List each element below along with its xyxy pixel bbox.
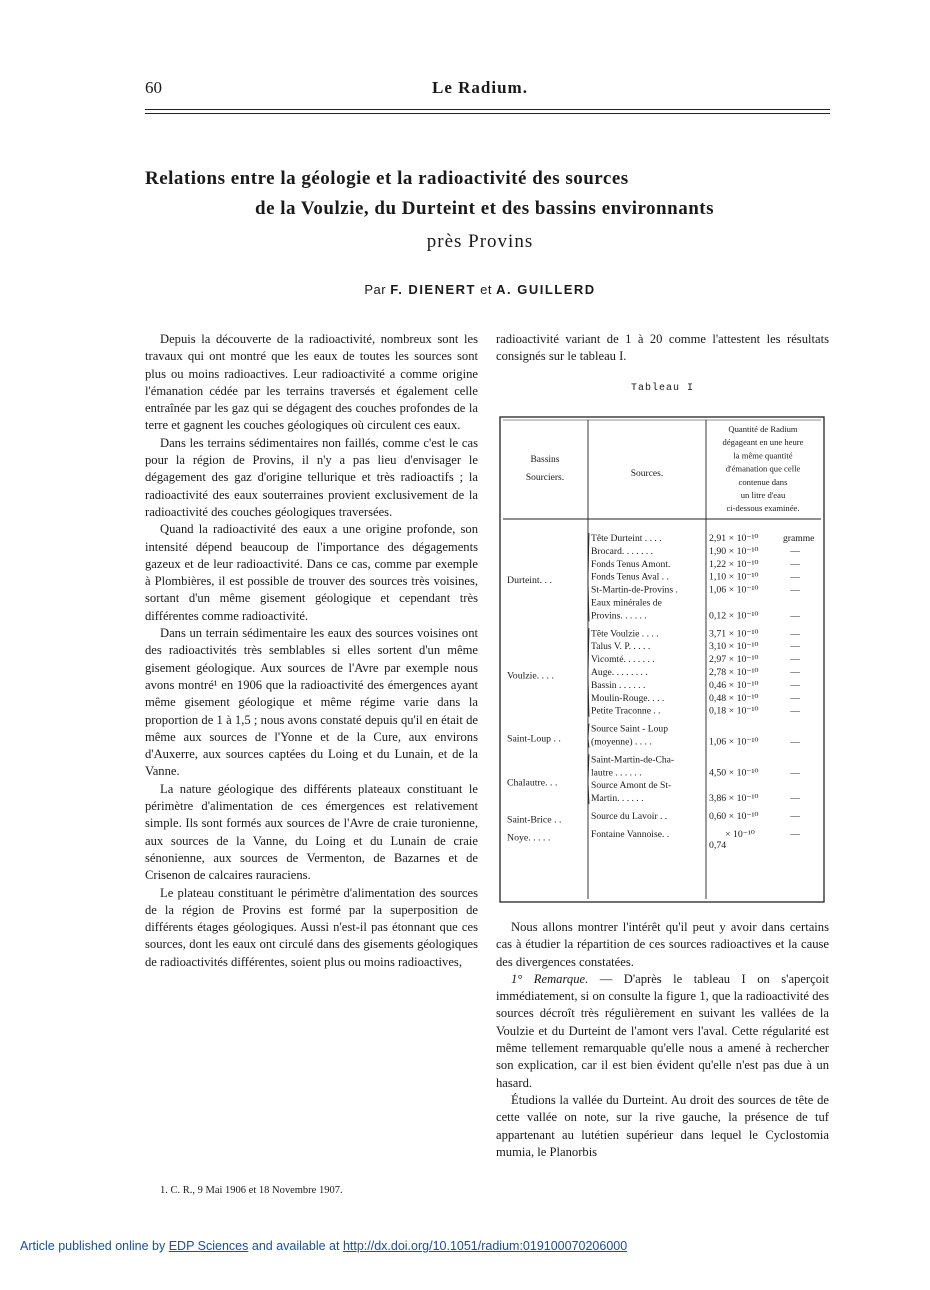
head-basin-2: Sourciers. (525, 473, 565, 483)
basin-label: Noye. . . . . (507, 832, 551, 844)
paragraph-body: — D'après le tableau I on s'aperçoit immédiatement, si on consulte la figure 1, que la radioactivité des sources décroît très régulièrement en suivant les vallées de la Voulzie et du Durteint de l'amont vers l'aval. Cette régularité est même tellement remarquable qu'elle nous a amené à rechercher son explication, car il est bien évident qu'elle n'est pas due à un hasard. (496, 971, 830, 1090)
radium-value: 4,50 × 10⁻¹⁰ (709, 767, 759, 779)
source-name: Eaux minérales de (591, 597, 662, 609)
source-name: lautre . . . . . . (591, 767, 642, 779)
ditto-mark: — (790, 610, 800, 622)
basin-label: Saint-Loup . . (507, 733, 561, 745)
ditto-mark: — (790, 571, 800, 583)
ditto-mark: — (790, 679, 800, 691)
source-name: Tête Voulzie . . . . (591, 628, 659, 640)
paragraph (496, 971, 829, 1092)
radium-value: 2,91 × 10⁻¹⁰ (709, 533, 759, 544)
ditto-mark: — (790, 667, 800, 678)
radium-value: 0,18 × 10⁻¹⁰ (709, 705, 759, 717)
source-name: Source Amont de St- (591, 780, 672, 792)
ditto-mark: — (790, 584, 800, 596)
paragraph: Quand la radioactivité des eaux a une origine profonde, son intensité dépend beaucoup de l'importance des dégagements gazeux et de leur radioactivité. Dans ce cas, comme par exemple à Plombières, il est possible de trouver des sources très voisines, sortant d'un même gisement géologique et cependant très différentes comme radioactivité. (145, 522, 478, 623)
radium-value: 1,06 × 10⁻¹⁰ (709, 736, 759, 748)
ditto-mark: — (790, 793, 800, 805)
footnote: 1. C. R., 9 Mai 1906 et 18 Novembre 1907. (160, 1185, 343, 1196)
paragraph: radioactivité variant de 1 à 20 comme l'attestent les résultats consignés sur le tableau I. (496, 332, 829, 364)
ditto-mark: — (790, 641, 800, 653)
radium-value: 2,78 × 10⁻¹⁰ (709, 667, 759, 678)
paragraph: La nature géologique des différents plateaux constituant le périmètre d'alimentation de ces émergences est relativement simple. Ils sont formés aux sources de l'Avre de craie turonienne, aux sources de la Vanne, du Loing et du Lunain de craie sénonienne, aux sources de Vermenton, de Bazarnes et de Crisenon de calcaires rauraciens. (145, 781, 478, 883)
radium-value: 0,74 (709, 839, 727, 851)
paragraph: Étudions la vallée du Durteint. Au droit des sources de tête de cette vallée on note, sur la rive gauche, la présence de tuf appartenant au lutétien supérieur dans lequel le Cyclostomia mumia, le Planorbis (496, 1092, 829, 1159)
ditto-mark: — (790, 811, 800, 822)
author-1: F. DIENERT (390, 282, 476, 297)
publisher-footer (20, 1239, 627, 1253)
authors-joiner: et (480, 282, 492, 297)
paragraph: Nous allons montrer l'intérêt qu'il peut y avoir dans certains cas à étudier la répartition de ces sources radioactives et la cause des divergences constatées. (496, 920, 829, 969)
table-caption: Tableau I (630, 383, 694, 394)
source-name: Petite Traconne . . (591, 705, 661, 717)
radium-value: 1,10 × 10⁻¹⁰ (709, 571, 759, 583)
source-name: (moyenne) . . . . (591, 736, 652, 748)
left-column (145, 331, 478, 971)
radium-value: 3,86 × 10⁻¹⁰ (709, 793, 759, 805)
radium-value: 0,46 × 10⁻¹⁰ (709, 679, 759, 691)
radium-value: × 10⁻¹⁰ (725, 828, 755, 840)
source-name: Fontaine Vannoise. . (591, 828, 670, 840)
head-quantity-line: la même quantité (733, 450, 793, 461)
head-quantity-line: contenue dans (738, 476, 788, 487)
ditto-mark: — (790, 705, 800, 717)
header-rule-bottom (145, 113, 830, 114)
doi-link[interactable]: http://dx.doi.org/10.1051/radium:019100070206000 (342, 1239, 628, 1253)
author-2: A. GUILLERD (496, 282, 596, 297)
source-name: Source Saint - Loup (591, 723, 669, 735)
source-name: Moulin-Rouge. . . . (591, 692, 665, 704)
radium-value: 0,12 × 10⁻¹⁰ (709, 610, 759, 622)
head-source: Sources. (630, 469, 664, 479)
source-name: Brocard. . . . . . . (591, 545, 654, 557)
head-quantity-line: d'émanation que celle (725, 463, 801, 474)
footer-middle: and available at (251, 1239, 340, 1253)
head-quantity-line: ci-dessous examinée. (726, 503, 800, 514)
table-1 (499, 416, 825, 903)
radium-value: 1,06 × 10⁻¹⁰ (709, 584, 759, 596)
source-name: Source du Lavoir . . (591, 811, 668, 822)
basin-label: Chalautre. . . (507, 777, 558, 789)
source-name: Martin. . . . . . (591, 793, 644, 805)
head-quantity-line: Quantité de Radium (728, 424, 798, 434)
ditto-mark: — (790, 736, 800, 748)
footer-prefix: Article published online by (20, 1239, 166, 1253)
ditto-mark: — (790, 545, 800, 557)
ditto-mark: — (790, 692, 800, 704)
radium-value: 1,90 × 10⁻¹⁰ (709, 545, 759, 557)
paragraph: Dans les terrains sédimentaires non faillés, comme c'est le cas pour la région de Provins, il n'y a pas lieu d'envisager le dégagement des gaz d'origine tellurique et très radioactifs ; la radioactivité des eaux souterraines provient exclusivement de la radioactivité des couches géologiques traversées. (145, 435, 478, 519)
paragraph: Dans un terrain sédimentaire les eaux des sources voisines ont des radioactivités très semblables si elles sortent d'un même gisement géologique. Aux sources de l'Avre par exemple nous avons montré¹ en 1906 que la radioactivité des émergences ayant même gisement géologique et même régime varie dans la proportion de 1 à 1,5 ; nous avons constaté depuis qu'il en était de même aux sources de l'Yonne et de la Cure, aux environs d'Auxerre, aux sources captées du Loing et du Lunain, et de la Vanne. (145, 626, 478, 779)
head-quantity-line: dégageant en une heure (722, 437, 804, 448)
source-name: Fonds Tenus Amont. (591, 558, 671, 570)
publisher-link[interactable]: EDP Sciences (168, 1239, 249, 1253)
radium-value: 3,71 × 10⁻¹⁰ (709, 628, 759, 640)
basin-label: Durteint. . . (507, 575, 552, 587)
source-name: Bassin . . . . . . (591, 679, 646, 691)
running-title: Le Radium. (432, 78, 528, 97)
basin-label: Saint-Brice . . (507, 814, 562, 826)
radium-value: 2,97 × 10⁻¹⁰ (709, 654, 759, 666)
header-rule-top (145, 109, 830, 110)
right-column-bottom (496, 919, 829, 1161)
article-title-line-2: de la Voulzie, du Durteint et des bassins environnants (255, 198, 714, 219)
unit-label: gramme (783, 533, 815, 544)
authors-prefix: Par (364, 282, 387, 297)
head-basin-1: Bassins (530, 455, 560, 465)
radium-value: 0,48 × 10⁻¹⁰ (709, 692, 759, 704)
radium-value: 1,22 × 10⁻¹⁰ (709, 558, 759, 570)
page-number: 60 (145, 78, 162, 97)
ditto-mark: — (790, 828, 800, 840)
authors-line (0, 282, 930, 297)
source-name: Provins. . . . . . (591, 610, 647, 622)
source-name: St-Martin-de-Provins . (591, 584, 678, 596)
source-name: Talus V. P. . . . . (591, 641, 651, 653)
head-quantity-line: un litre d'eau (740, 490, 786, 500)
source-name: Saint-Martin-de-Cha- (591, 754, 675, 766)
paragraph: Le plateau constituant le périmètre d'alimentation des sources de la région de Provins est formé par la superposition de différents étages géologiques. Aussi n'est-il pas étonnant que ces sources, dont les eaux ont circulé dans des gisements géologiques de radioactivités différentes, soient plus ou moins radioactives, (145, 885, 478, 969)
ditto-mark: — (790, 558, 800, 570)
source-name: Fonds Tenus Aval . . (591, 571, 669, 583)
source-name: Auge. . . . . . . . (591, 667, 648, 678)
ditto-mark: — (790, 654, 800, 666)
paragraph: Depuis la découverte de la radioactivité, nombreux sont les travaux qui ont montré que les eaux de toutes les sources sont plus ou moins radioactives. Leur radioactivité a comme origine l'émanation cédée par les terrains traversés et également celle entraînée par les gaz qui se dégagent des couches profondes de la terre et gagnent les couches géologiques où circulent ces eaux. (145, 332, 478, 433)
right-column-top (496, 331, 829, 366)
ditto-mark: — (790, 767, 800, 779)
source-name: Tête Durteint . . . . (591, 533, 662, 544)
radium-value: 3,10 × 10⁻¹⁰ (709, 641, 759, 653)
radium-value: 0,60 × 10⁻¹⁰ (709, 811, 759, 822)
paragraph-lead: 1° Remarque. (511, 971, 589, 986)
source-name: Vicomté. . . . . . . (591, 654, 655, 666)
table-svg (499, 416, 825, 903)
article-title-line-1: Relations entre la géologie et la radioactivité des sources (145, 168, 629, 189)
article-title-line-3: près Provins (426, 231, 534, 252)
ditto-mark: — (790, 628, 800, 640)
basin-label: Voulzie. . . . (507, 670, 554, 682)
